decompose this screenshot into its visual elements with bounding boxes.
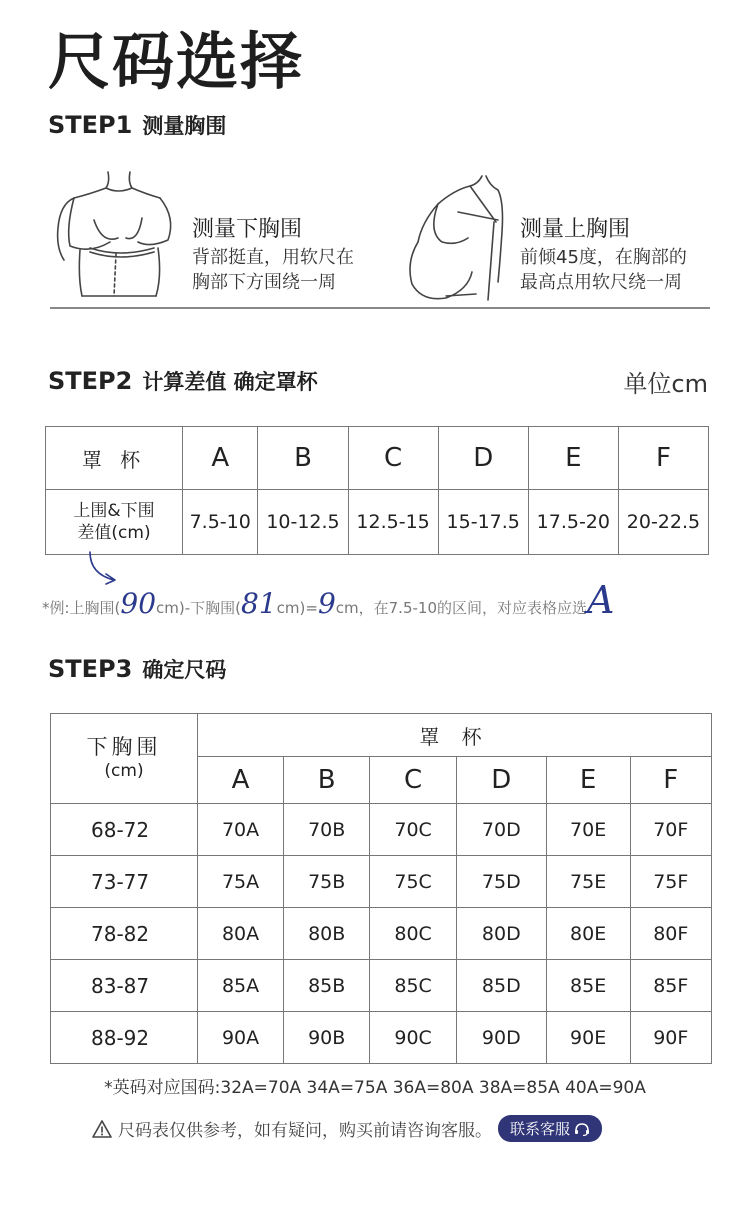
page-title: 尺码选择 <box>48 25 305 98</box>
size-cell: 90F <box>630 1012 711 1064</box>
under-bust-header-unit: (cm) <box>104 760 144 781</box>
size-cell: 90E <box>546 1012 630 1064</box>
size-cell: 75C <box>370 856 457 908</box>
size-cell: 75B <box>284 856 370 908</box>
size-cell: 85F <box>630 960 711 1012</box>
size-conversion-note: *英码对应国码:32A=70A 34A=75A 36A=80A 38A=85A 40A=90A <box>104 1078 646 1098</box>
under-bust-desc-2: 胸部下方围绕一周 <box>192 272 336 293</box>
diff-row <box>46 490 709 555</box>
row-range: 73-77 <box>51 856 198 908</box>
step1-title: 测量胸围 <box>142 114 227 138</box>
cup-letter: F <box>630 757 711 804</box>
size-cell: 85D <box>456 960 546 1012</box>
example-text-4: cm，在7.5-10的区间，对应表格应选 <box>335 599 587 617</box>
diff-label <box>46 490 183 555</box>
upper-bust-title: 测量上胸围 <box>520 217 631 242</box>
size-cell: 70B <box>284 804 370 856</box>
contact-service-label: 联系客服 <box>510 1120 571 1138</box>
cup-letter: B <box>284 757 370 804</box>
example-text-2: cm)-下胸围( <box>156 599 242 617</box>
size-cell: 80B <box>284 908 370 960</box>
example-diff-value: 9 <box>317 587 336 620</box>
step1-heading <box>48 110 226 140</box>
row-range: 78-82 <box>51 908 198 960</box>
upper-bust-desc-2: 最高点用软尺绕一周 <box>520 272 682 293</box>
example-formula <box>42 578 614 622</box>
size-cell: 70E <box>546 804 630 856</box>
table-row <box>51 856 712 908</box>
diff-cell: 15-17.5 <box>438 490 528 555</box>
step2-title: 计算差值 确定罩杯 <box>142 370 318 394</box>
example-text-3: cm)= <box>276 599 318 617</box>
cup-difference-table <box>45 426 709 555</box>
cup-cell: F <box>618 427 708 490</box>
size-cell: 80C <box>370 908 457 960</box>
cup-letter: E <box>546 757 630 804</box>
example-result: A <box>587 578 615 622</box>
under-bust-title: 测量下胸围 <box>192 217 303 242</box>
size-cell: 80A <box>198 908 284 960</box>
table-row <box>51 1012 712 1064</box>
diff-cell: 20-22.5 <box>618 490 708 555</box>
disclaimer-text: 尺码表仅供参考，如有疑问，购买前请咨询客服。 <box>118 1121 492 1141</box>
table-row <box>51 960 712 1012</box>
size-table-header-row <box>51 714 712 757</box>
size-cell: 90D <box>456 1012 546 1064</box>
size-cell: 85E <box>546 960 630 1012</box>
example-upper-value: 90 <box>120 587 157 620</box>
size-cell: 85B <box>284 960 370 1012</box>
size-cell: 80F <box>630 908 711 960</box>
size-cell: 75F <box>630 856 711 908</box>
size-cell: 75A <box>198 856 284 908</box>
diff-label-line-2: 差值(cm) <box>77 523 151 543</box>
under-bust-header-label: 下胸围 <box>86 734 162 759</box>
upper-bust-desc-1: 前倾45度，在胸部的 <box>520 247 687 268</box>
cup-cell: B <box>258 427 348 490</box>
size-cell: 70F <box>630 804 711 856</box>
step3-label: STEP3 <box>48 655 133 683</box>
unit-label: 单位cm <box>623 370 708 398</box>
table-row <box>51 908 712 960</box>
size-table <box>50 713 712 1064</box>
upper-bust-figure-icon <box>398 172 518 304</box>
size-cell: 70D <box>456 804 546 856</box>
size-cell: 85C <box>370 960 457 1012</box>
step2-heading <box>48 366 318 396</box>
size-cell: 85A <box>198 960 284 1012</box>
size-cell: 70A <box>198 804 284 856</box>
cup-label: 罩 杯 <box>46 427 183 490</box>
cup-row <box>46 427 709 490</box>
disclaimer <box>92 1115 602 1142</box>
size-cell: 80D <box>456 908 546 960</box>
step2-label: STEP2 <box>48 367 133 395</box>
cup-letter: C <box>370 757 457 804</box>
diff-label-line-1: 上围&下围 <box>73 501 155 521</box>
under-bust-figure-icon <box>50 168 190 300</box>
table-row <box>51 804 712 856</box>
headset-icon <box>574 1122 590 1136</box>
diff-cell: 10-12.5 <box>258 490 348 555</box>
cup-cell: D <box>438 427 528 490</box>
divider <box>50 307 710 309</box>
cup-letter: D <box>456 757 546 804</box>
cup-header: 罩 杯 <box>198 714 712 757</box>
size-cell: 90C <box>370 1012 457 1064</box>
size-cell: 90B <box>284 1012 370 1064</box>
size-cell: 70C <box>370 804 457 856</box>
cup-cell: A <box>183 427 258 490</box>
cup-cell: E <box>528 427 618 490</box>
size-cell: 75D <box>456 856 546 908</box>
cup-letter: A <box>198 757 284 804</box>
step1-label: STEP1 <box>48 111 133 139</box>
size-cell: 75E <box>546 856 630 908</box>
diff-cell: 12.5-15 <box>348 490 438 555</box>
size-cell: 80E <box>546 908 630 960</box>
diff-cell: 17.5-20 <box>528 490 618 555</box>
row-range: 68-72 <box>51 804 198 856</box>
cup-cell: C <box>348 427 438 490</box>
under-bust-desc-1: 背部挺直，用软尺在 <box>192 247 354 268</box>
under-bust-header <box>51 714 198 804</box>
example-under-value: 81 <box>241 587 277 620</box>
step3-heading <box>48 654 226 684</box>
row-range: 88-92 <box>51 1012 198 1064</box>
step3-title: 确定尺码 <box>142 658 227 682</box>
size-cell: 90A <box>198 1012 284 1064</box>
warning-icon <box>92 1119 112 1139</box>
example-text-1: *例:上胸围( <box>42 599 121 617</box>
diff-cell: 7.5-10 <box>183 490 258 555</box>
contact-service-button[interactable] <box>498 1115 602 1142</box>
row-range: 83-87 <box>51 960 198 1012</box>
